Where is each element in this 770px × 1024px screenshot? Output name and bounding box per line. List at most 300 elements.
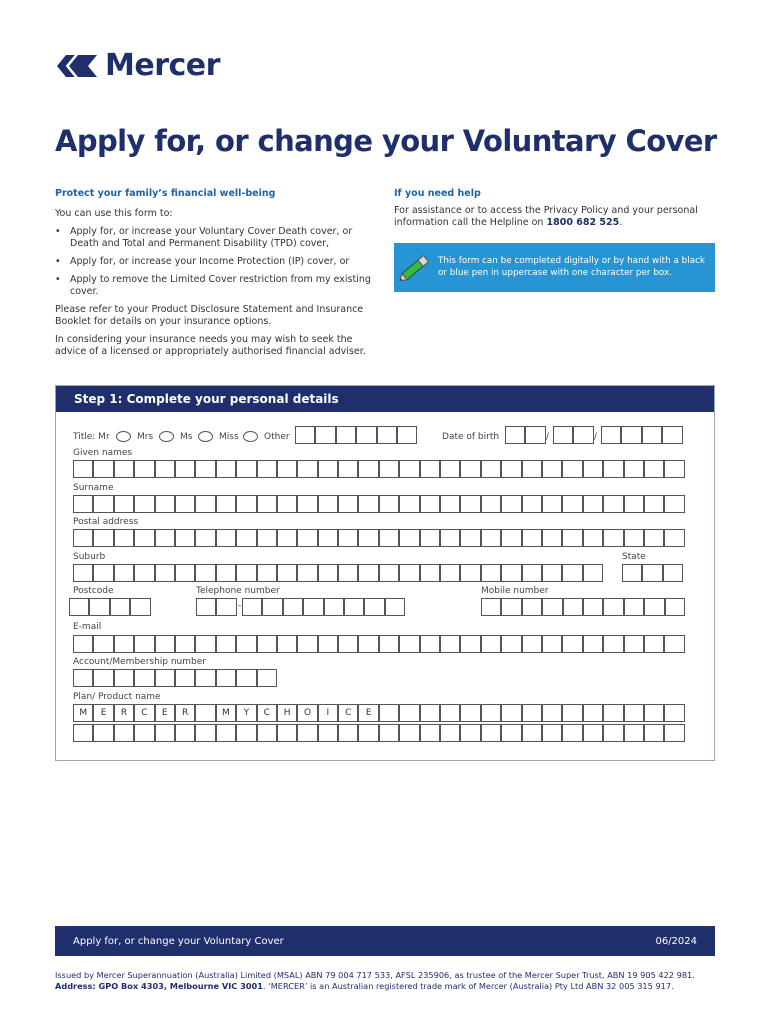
dob-separator: / bbox=[594, 432, 598, 442]
char-box[interactable] bbox=[501, 529, 521, 547]
char-box[interactable] bbox=[542, 495, 562, 513]
char-box[interactable] bbox=[603, 598, 623, 616]
char-box[interactable] bbox=[542, 635, 562, 653]
postcode-label: Postcode bbox=[73, 586, 114, 596]
char-box[interactable] bbox=[522, 704, 542, 722]
char-box[interactable] bbox=[379, 724, 399, 742]
plan-label: Plan/ Product name bbox=[73, 692, 161, 702]
char-box[interactable] bbox=[399, 724, 419, 742]
char-box[interactable] bbox=[93, 669, 113, 687]
char-box[interactable] bbox=[257, 529, 277, 547]
char-box[interactable] bbox=[93, 495, 113, 513]
char-box[interactable] bbox=[420, 564, 440, 582]
char-box[interactable] bbox=[297, 564, 317, 582]
surname-input[interactable] bbox=[73, 495, 685, 513]
char-box[interactable] bbox=[379, 704, 399, 722]
char-box[interactable] bbox=[358, 724, 378, 742]
char-box[interactable] bbox=[420, 635, 440, 653]
char-box[interactable] bbox=[481, 460, 501, 478]
title-mrs-radio[interactable] bbox=[159, 431, 174, 442]
char-box[interactable] bbox=[399, 495, 419, 513]
char-box[interactable] bbox=[583, 598, 603, 616]
page-title: Apply for, or change your Voluntary Cover bbox=[55, 124, 717, 158]
char-box[interactable] bbox=[379, 529, 399, 547]
char-box[interactable] bbox=[134, 460, 154, 478]
title-label: Title: Mr bbox=[73, 432, 110, 442]
char-box[interactable] bbox=[175, 460, 195, 478]
char-box[interactable] bbox=[114, 460, 134, 478]
char-box[interactable] bbox=[236, 529, 256, 547]
suburb-input[interactable] bbox=[73, 564, 603, 582]
telephone-separator: - bbox=[238, 601, 242, 611]
char-box[interactable] bbox=[583, 529, 603, 547]
help-column bbox=[394, 188, 716, 229]
char-box[interactable] bbox=[664, 724, 684, 742]
state-label: State bbox=[622, 552, 646, 562]
char-box[interactable] bbox=[134, 495, 154, 513]
char-box[interactable] bbox=[175, 724, 195, 742]
dob-month-input[interactable] bbox=[553, 426, 594, 444]
char-box[interactable] bbox=[358, 529, 378, 547]
char-box[interactable] bbox=[664, 635, 684, 653]
char-box[interactable] bbox=[297, 495, 317, 513]
char-box[interactable] bbox=[175, 564, 195, 582]
char-box[interactable]: R bbox=[114, 704, 134, 722]
char-box[interactable] bbox=[603, 635, 623, 653]
char-box[interactable] bbox=[236, 635, 256, 653]
help-text-body: For assistance or to access the Privacy Policy and your personal information call the Helpline on bbox=[394, 205, 698, 228]
char-box[interactable] bbox=[283, 598, 303, 616]
char-box[interactable] bbox=[460, 635, 480, 653]
char-box[interactable] bbox=[481, 495, 501, 513]
char-box[interactable] bbox=[358, 564, 378, 582]
char-box[interactable] bbox=[216, 564, 236, 582]
char-box[interactable] bbox=[236, 724, 256, 742]
title-mrs-label: Mrs bbox=[137, 432, 154, 442]
char-box[interactable] bbox=[358, 495, 378, 513]
char-box[interactable] bbox=[93, 564, 113, 582]
char-box[interactable]: R bbox=[175, 704, 195, 722]
intro-bullets bbox=[55, 226, 380, 298]
char-box[interactable] bbox=[501, 495, 521, 513]
char-box[interactable] bbox=[399, 635, 419, 653]
char-box[interactable] bbox=[73, 460, 93, 478]
char-box[interactable] bbox=[93, 724, 113, 742]
char-box[interactable] bbox=[338, 495, 358, 513]
account-label: Account/Membership number bbox=[73, 657, 206, 667]
char-box[interactable] bbox=[460, 724, 480, 742]
char-box[interactable] bbox=[624, 704, 644, 722]
dob-separator: / bbox=[546, 432, 550, 442]
char-box[interactable] bbox=[481, 704, 501, 722]
step1-panel bbox=[55, 385, 715, 761]
telephone-label: Telephone number bbox=[196, 586, 280, 596]
char-box[interactable] bbox=[297, 724, 317, 742]
char-box[interactable] bbox=[379, 635, 399, 653]
mobile-label: Mobile number bbox=[481, 586, 549, 596]
char-box[interactable] bbox=[562, 564, 582, 582]
char-box[interactable] bbox=[175, 495, 195, 513]
char-box[interactable] bbox=[542, 598, 562, 616]
char-box[interactable] bbox=[399, 564, 419, 582]
char-box[interactable] bbox=[440, 724, 460, 742]
suburb-label: Suburb bbox=[73, 552, 106, 562]
char-box[interactable] bbox=[542, 529, 562, 547]
char-box[interactable] bbox=[93, 460, 113, 478]
char-box[interactable]: E bbox=[358, 704, 378, 722]
char-box[interactable] bbox=[522, 495, 542, 513]
telephone-number-input[interactable] bbox=[242, 598, 405, 616]
char-box[interactable] bbox=[481, 724, 501, 742]
char-box[interactable] bbox=[583, 635, 603, 653]
brand-name: Mercer bbox=[105, 48, 220, 83]
char-box[interactable] bbox=[664, 704, 684, 722]
char-box[interactable] bbox=[481, 564, 501, 582]
char-box[interactable] bbox=[501, 564, 521, 582]
char-box[interactable] bbox=[603, 460, 623, 478]
char-box[interactable] bbox=[379, 564, 399, 582]
mobile-input[interactable] bbox=[481, 598, 685, 616]
char-box[interactable] bbox=[501, 460, 521, 478]
char-box[interactable] bbox=[155, 460, 175, 478]
email-input[interactable] bbox=[73, 635, 685, 653]
plan-name-input-line2[interactable] bbox=[73, 724, 685, 742]
char-box[interactable] bbox=[460, 460, 480, 478]
pen-icon bbox=[398, 248, 434, 286]
char-box[interactable] bbox=[277, 495, 297, 513]
mercer-logo bbox=[55, 48, 220, 83]
char-box[interactable] bbox=[195, 669, 215, 687]
state-input[interactable] bbox=[622, 564, 683, 582]
char-box[interactable] bbox=[624, 495, 644, 513]
char-box[interactable] bbox=[114, 529, 134, 547]
char-box[interactable] bbox=[440, 704, 460, 722]
pds-paragraph: Please refer to your Product Disclosure Statement and Insurance Booklet for details on your insurance options. bbox=[55, 304, 364, 327]
note-text: This form can be completed digitally or by hand with a black or blue pen in uppercase with one character per box. bbox=[438, 256, 706, 278]
char-box[interactable] bbox=[195, 635, 215, 653]
char-box[interactable] bbox=[583, 495, 603, 513]
char-box[interactable] bbox=[358, 460, 378, 478]
char-box[interactable] bbox=[318, 564, 338, 582]
char-box[interactable] bbox=[542, 724, 562, 742]
footer-bar bbox=[55, 926, 715, 956]
char-box[interactable]: Y bbox=[236, 704, 256, 722]
char-box[interactable] bbox=[297, 529, 317, 547]
char-box[interactable] bbox=[338, 529, 358, 547]
char-box[interactable] bbox=[460, 529, 480, 547]
char-box[interactable] bbox=[277, 724, 297, 742]
char-box[interactable] bbox=[562, 529, 582, 547]
char-box[interactable] bbox=[277, 529, 297, 547]
mercer-logo-icon bbox=[55, 51, 99, 81]
postal-address-label: Postal address bbox=[73, 517, 139, 527]
intro-subtitle: Protect your family’s financial well-being bbox=[55, 188, 276, 199]
footer-title: Apply for, or change your Voluntary Cover bbox=[73, 936, 284, 947]
char-box[interactable] bbox=[481, 635, 501, 653]
char-box[interactable] bbox=[195, 529, 215, 547]
char-box[interactable] bbox=[562, 495, 582, 513]
char-box[interactable] bbox=[665, 598, 685, 616]
char-box[interactable] bbox=[583, 460, 603, 478]
char-box[interactable] bbox=[644, 495, 664, 513]
char-box[interactable] bbox=[583, 724, 603, 742]
title-mr-radio[interactable] bbox=[116, 431, 131, 442]
char-box[interactable] bbox=[134, 669, 154, 687]
char-box[interactable] bbox=[155, 564, 175, 582]
help-text bbox=[394, 205, 716, 229]
char-box[interactable] bbox=[277, 564, 297, 582]
char-box[interactable] bbox=[155, 495, 175, 513]
char-box[interactable] bbox=[93, 635, 113, 653]
char-box[interactable] bbox=[195, 704, 215, 722]
char-box[interactable] bbox=[522, 635, 542, 653]
char-box[interactable] bbox=[481, 529, 501, 547]
char-box[interactable] bbox=[236, 669, 256, 687]
char-box[interactable] bbox=[501, 598, 521, 616]
char-box[interactable] bbox=[114, 724, 134, 742]
char-box[interactable] bbox=[644, 529, 664, 547]
char-box[interactable] bbox=[562, 704, 582, 722]
char-box[interactable] bbox=[399, 529, 419, 547]
char-box[interactable] bbox=[385, 598, 405, 616]
char-box[interactable] bbox=[134, 529, 154, 547]
char-box[interactable] bbox=[522, 460, 542, 478]
char-box[interactable] bbox=[73, 724, 93, 742]
char-box[interactable] bbox=[420, 495, 440, 513]
char-box[interactable] bbox=[93, 529, 113, 547]
char-box[interactable] bbox=[277, 460, 297, 478]
char-box[interactable] bbox=[420, 460, 440, 478]
char-box[interactable] bbox=[195, 564, 215, 582]
address-text bbox=[55, 981, 720, 992]
char-box[interactable] bbox=[440, 564, 460, 582]
bullet-item: • Apply for, or increase your Income Protection (IP) cover, or bbox=[55, 256, 380, 268]
char-box[interactable] bbox=[155, 724, 175, 742]
char-box[interactable] bbox=[318, 635, 338, 653]
char-box[interactable] bbox=[522, 598, 542, 616]
char-box[interactable] bbox=[257, 495, 277, 513]
char-box[interactable] bbox=[318, 724, 338, 742]
char-box[interactable] bbox=[318, 495, 338, 513]
char-box[interactable] bbox=[195, 460, 215, 478]
char-box[interactable] bbox=[603, 724, 623, 742]
char-box[interactable]: C bbox=[257, 704, 277, 722]
char-box[interactable] bbox=[175, 669, 195, 687]
char-box[interactable] bbox=[73, 564, 93, 582]
char-box[interactable] bbox=[379, 495, 399, 513]
title-ms-radio[interactable] bbox=[198, 431, 213, 442]
char-box[interactable]: C bbox=[338, 704, 358, 722]
char-box[interactable] bbox=[664, 460, 684, 478]
char-box[interactable]: O bbox=[297, 704, 317, 722]
char-box[interactable] bbox=[603, 495, 623, 513]
char-box[interactable] bbox=[155, 669, 175, 687]
char-box[interactable] bbox=[324, 598, 344, 616]
char-box[interactable] bbox=[624, 635, 644, 653]
telephone-area-input[interactable] bbox=[196, 598, 237, 616]
char-box[interactable] bbox=[522, 724, 542, 742]
char-box[interactable] bbox=[175, 529, 195, 547]
char-box[interactable] bbox=[664, 529, 684, 547]
title-ms-label: Ms bbox=[180, 432, 193, 442]
char-box[interactable]: E bbox=[155, 704, 175, 722]
char-box[interactable]: E bbox=[93, 704, 113, 722]
char-box[interactable] bbox=[460, 495, 480, 513]
char-box[interactable] bbox=[420, 529, 440, 547]
char-box[interactable] bbox=[338, 635, 358, 653]
char-box[interactable] bbox=[242, 598, 262, 616]
char-box[interactable] bbox=[420, 704, 440, 722]
char-box[interactable] bbox=[624, 460, 644, 478]
char-box[interactable] bbox=[522, 564, 542, 582]
char-box[interactable] bbox=[134, 564, 154, 582]
dob-year-input[interactable] bbox=[601, 426, 683, 444]
char-box[interactable] bbox=[542, 460, 562, 478]
char-box[interactable] bbox=[562, 724, 582, 742]
char-box[interactable] bbox=[399, 460, 419, 478]
char-box[interactable] bbox=[262, 598, 282, 616]
step1-heading: Step 1: Complete your personal details bbox=[56, 386, 714, 412]
char-box[interactable] bbox=[114, 669, 134, 687]
char-box[interactable] bbox=[644, 704, 664, 722]
char-box[interactable]: H bbox=[277, 704, 297, 722]
char-box[interactable]: C bbox=[134, 704, 154, 722]
char-box[interactable] bbox=[440, 495, 460, 513]
char-box[interactable] bbox=[257, 669, 277, 687]
title-miss-radio[interactable] bbox=[243, 431, 258, 442]
dob-day-input[interactable] bbox=[505, 426, 546, 444]
char-box[interactable] bbox=[501, 704, 521, 722]
char-box[interactable] bbox=[236, 460, 256, 478]
char-box[interactable] bbox=[501, 724, 521, 742]
char-box[interactable] bbox=[195, 495, 215, 513]
char-box[interactable] bbox=[603, 529, 623, 547]
char-box[interactable] bbox=[338, 724, 358, 742]
char-box[interactable] bbox=[257, 460, 277, 478]
address-bold: Address: GPO Box 4303, Melbourne VIC 3001 bbox=[55, 981, 263, 991]
char-box[interactable] bbox=[603, 704, 623, 722]
char-box[interactable] bbox=[644, 635, 664, 653]
trademark-text: . ‘MERCER’ is an Australian registered trade mark of Mercer (Australia) Pty Ltd ABN 32 005 315 917. bbox=[262, 981, 674, 991]
char-box[interactable] bbox=[522, 529, 542, 547]
char-box[interactable] bbox=[562, 635, 582, 653]
char-box[interactable] bbox=[114, 564, 134, 582]
char-box[interactable] bbox=[364, 598, 384, 616]
char-box[interactable] bbox=[440, 460, 460, 478]
char-box[interactable] bbox=[379, 460, 399, 478]
char-box[interactable] bbox=[460, 564, 480, 582]
char-box[interactable] bbox=[134, 724, 154, 742]
title-other-label: Other bbox=[264, 432, 290, 442]
char-box[interactable] bbox=[420, 724, 440, 742]
char-box[interactable] bbox=[303, 598, 323, 616]
email-label: E-mail bbox=[73, 622, 102, 632]
char-box[interactable] bbox=[73, 495, 93, 513]
title-miss-label: Miss bbox=[219, 432, 239, 442]
char-box[interactable] bbox=[624, 529, 644, 547]
char-box[interactable] bbox=[562, 460, 582, 478]
char-box[interactable] bbox=[114, 495, 134, 513]
char-box[interactable] bbox=[73, 635, 93, 653]
postal-address-input[interactable] bbox=[73, 529, 685, 547]
char-box[interactable]: M bbox=[216, 704, 236, 722]
char-box[interactable] bbox=[236, 564, 256, 582]
char-box[interactable] bbox=[542, 704, 562, 722]
char-box[interactable] bbox=[644, 460, 664, 478]
char-box[interactable] bbox=[155, 529, 175, 547]
char-box[interactable] bbox=[644, 724, 664, 742]
char-box[interactable] bbox=[583, 564, 603, 582]
char-box[interactable] bbox=[563, 598, 583, 616]
char-box[interactable] bbox=[216, 724, 236, 742]
char-box[interactable] bbox=[501, 635, 521, 653]
char-box[interactable] bbox=[624, 724, 644, 742]
char-box[interactable] bbox=[318, 460, 338, 478]
footer-fine-print bbox=[55, 970, 720, 992]
char-box[interactable] bbox=[216, 635, 236, 653]
char-box[interactable] bbox=[358, 635, 378, 653]
char-box[interactable] bbox=[73, 529, 93, 547]
helpline-number: 1800 682 525 bbox=[546, 217, 620, 228]
bullet-item: • Apply for, or increase your Voluntary Cover Death cover, or Death and Total and Permanent Disability (TPD) cover, bbox=[55, 226, 380, 250]
given-names-input[interactable] bbox=[73, 460, 685, 478]
char-box[interactable] bbox=[216, 460, 236, 478]
char-box[interactable] bbox=[624, 598, 644, 616]
char-box[interactable] bbox=[236, 495, 256, 513]
account-input[interactable] bbox=[73, 669, 277, 687]
help-subtitle: If you need help bbox=[394, 188, 481, 199]
char-box[interactable] bbox=[542, 564, 562, 582]
char-box[interactable] bbox=[583, 704, 603, 722]
plan-name-input[interactable] bbox=[73, 704, 685, 722]
footer-date: 06/2024 bbox=[655, 936, 697, 947]
advice-paragraph: In considering your insurance needs you may wish to seek the advice of a licensed or appropriately authorised financial adviser. bbox=[55, 334, 366, 357]
postcode-input[interactable] bbox=[69, 598, 151, 616]
char-box[interactable] bbox=[257, 635, 277, 653]
char-box[interactable] bbox=[344, 598, 364, 616]
char-box[interactable] bbox=[318, 529, 338, 547]
char-box[interactable] bbox=[216, 669, 236, 687]
char-box[interactable] bbox=[338, 564, 358, 582]
char-box[interactable] bbox=[644, 598, 664, 616]
title-other-input[interactable] bbox=[295, 426, 417, 444]
char-box[interactable]: I bbox=[318, 704, 338, 722]
char-box[interactable] bbox=[195, 724, 215, 742]
char-box[interactable] bbox=[257, 724, 277, 742]
char-box[interactable]: M bbox=[73, 704, 93, 722]
char-box[interactable] bbox=[155, 635, 175, 653]
char-box[interactable] bbox=[440, 529, 460, 547]
char-box[interactable] bbox=[664, 495, 684, 513]
char-box[interactable] bbox=[216, 495, 236, 513]
char-box[interactable] bbox=[134, 635, 154, 653]
char-box[interactable] bbox=[481, 598, 501, 616]
char-box[interactable] bbox=[460, 704, 480, 722]
char-box[interactable] bbox=[277, 635, 297, 653]
char-box[interactable] bbox=[440, 635, 460, 653]
char-box[interactable] bbox=[338, 460, 358, 478]
char-box[interactable] bbox=[257, 564, 277, 582]
char-box[interactable] bbox=[297, 460, 317, 478]
char-box[interactable] bbox=[73, 669, 93, 687]
char-box[interactable] bbox=[216, 529, 236, 547]
char-box[interactable] bbox=[114, 635, 134, 653]
bullet-item: • Apply to remove the Limited Cover restriction from my existing cover. bbox=[55, 274, 380, 298]
char-box[interactable] bbox=[399, 704, 419, 722]
dob-label: Date of birth bbox=[442, 432, 500, 442]
char-box[interactable] bbox=[297, 635, 317, 653]
char-box[interactable] bbox=[175, 635, 195, 653]
